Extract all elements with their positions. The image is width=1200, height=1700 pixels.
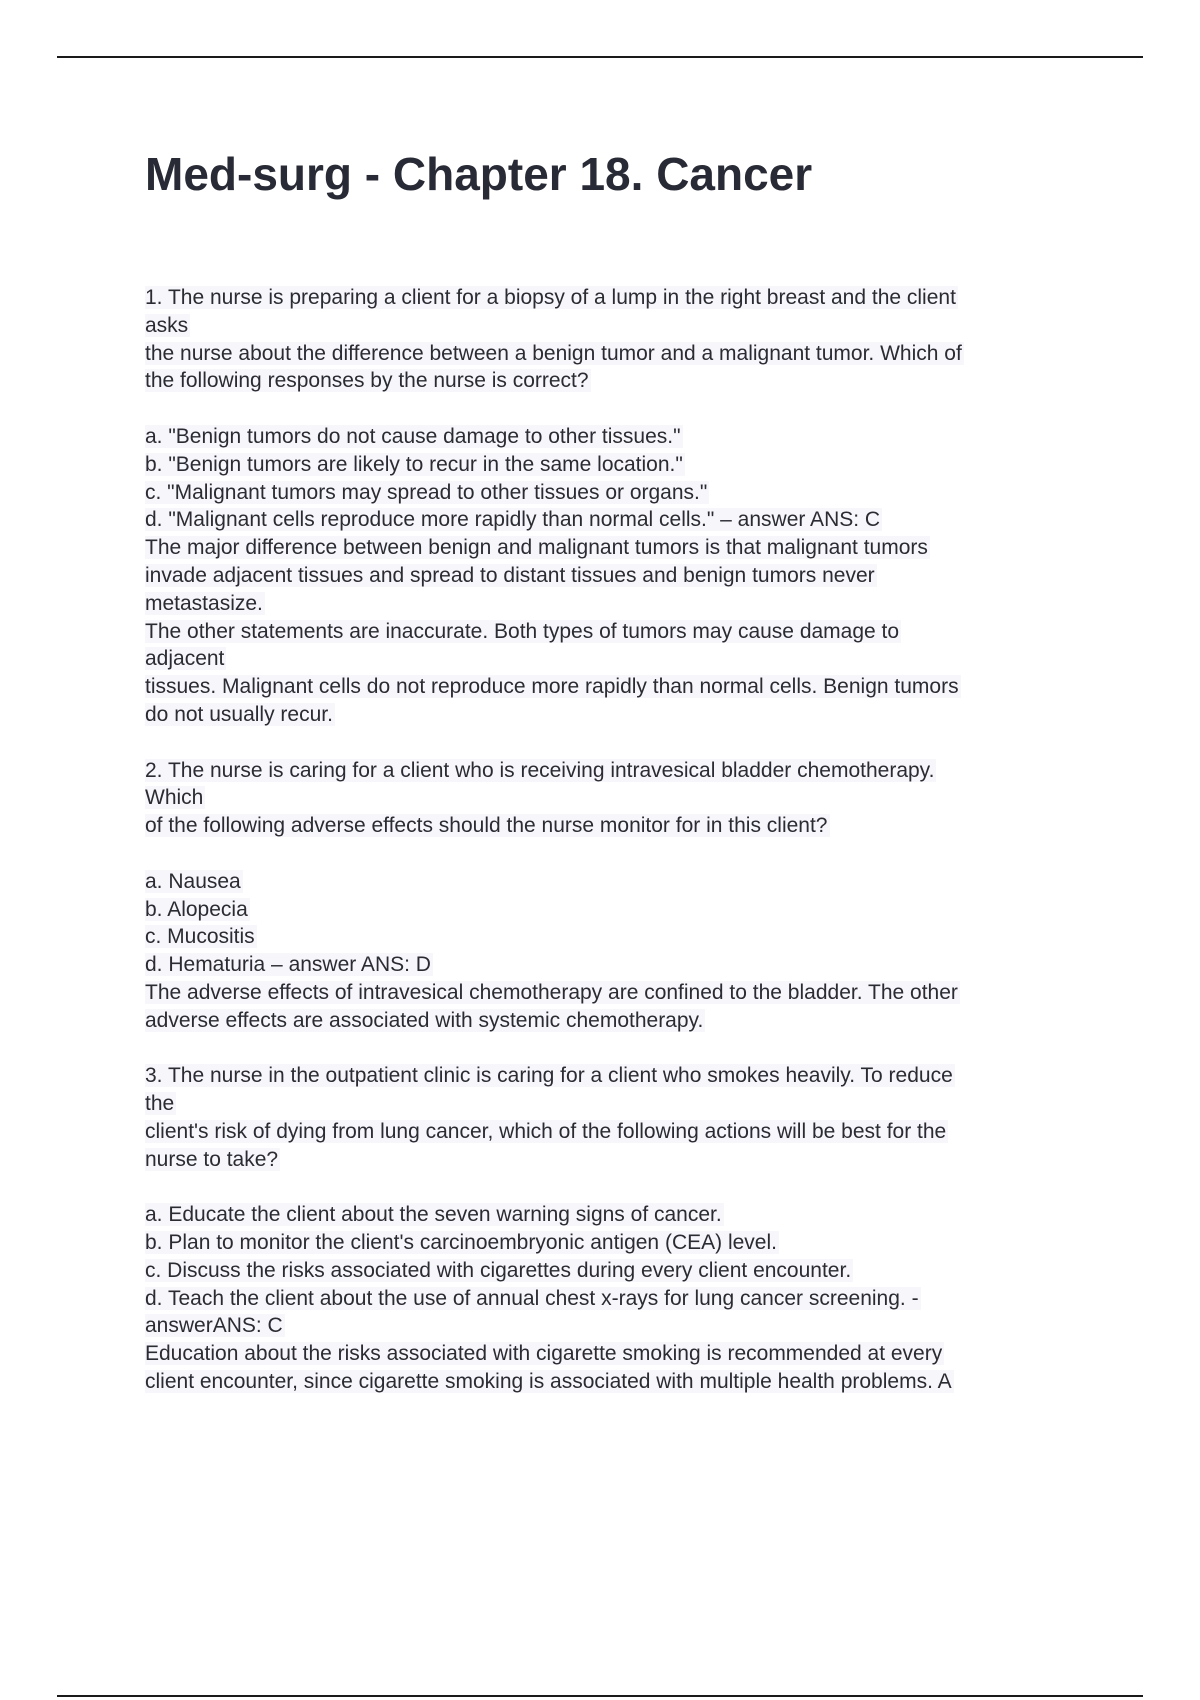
text-line — [145, 590, 1090, 618]
page-title: Med-surg - Chapter 18. Cancer — [145, 148, 813, 200]
text-line — [145, 757, 1090, 785]
text-line-content: a. Nausea — [145, 869, 241, 893]
paragraph-gap — [145, 395, 1090, 423]
text-line-content: a. "Benign tumors do not cause damage to other tissues." — [145, 424, 681, 448]
text-line — [145, 1062, 1090, 1090]
text-line — [145, 1285, 1090, 1313]
text-line — [145, 312, 1090, 340]
text-line-content: nurse to take? — [145, 1147, 279, 1171]
text-line-content: d. "Malignant cells reproduce more rapidly than normal cells." – answer ANS: C — [145, 508, 881, 532]
text-line-content: b. "Benign tumors are likely to recur in the same location." — [145, 452, 683, 476]
text-line-content: the following responses by the nurse is correct? — [145, 369, 589, 393]
text-line-content: c. Mucositis — [145, 925, 255, 949]
text-line — [145, 562, 1090, 590]
text-line-content: Education about the risks associated with cigarette smoking is recommended at every — [145, 1342, 943, 1366]
text-line — [145, 645, 1090, 673]
text-line-content: The major difference between benign and malignant tumors is that malignant tumors — [145, 536, 928, 560]
text-line-content: c. "Malignant tumors may spread to other tissues or organs." — [145, 480, 708, 504]
text-line — [145, 1340, 1090, 1368]
text-line — [145, 423, 1090, 451]
text-line — [145, 701, 1090, 729]
text-line-content: tissues. Malignant cells do not reproduce more rapidly than normal cells. Benign tumors — [145, 675, 959, 699]
text-line-content: 3. The nurse in the outpatient clinic is caring for a client who smokes heavily. To reduce — [145, 1064, 953, 1088]
text-line — [145, 1257, 1090, 1285]
paragraph-gap — [145, 840, 1090, 868]
text-line-content: adverse effects are associated with systemic chemotherapy. — [145, 1008, 704, 1032]
text-line — [145, 506, 1090, 534]
text-line — [145, 1201, 1090, 1229]
text-line-content: answerANS: C — [145, 1314, 283, 1338]
text-line — [145, 951, 1090, 979]
paragraph-gap — [145, 729, 1090, 757]
text-line-content: d. Hematuria – answer ANS: D — [145, 953, 431, 977]
text-line — [145, 1146, 1090, 1174]
text-line-content: Which — [145, 786, 204, 810]
text-line-content: the nurse about the difference between a benign tumor and a malignant tumor. Which of — [145, 341, 962, 365]
text-line — [145, 451, 1090, 479]
text-line — [145, 673, 1090, 701]
text-line-content: d. Teach the client about the use of annual chest x-rays for lung cancer screening. - — [145, 1286, 919, 1310]
text-line — [145, 340, 1090, 368]
text-line-content: asks — [145, 313, 189, 337]
text-line — [145, 618, 1090, 646]
text-line-content: client's risk of dying from lung cancer, which of the following actions will be best for the — [145, 1119, 947, 1143]
text-line — [145, 812, 1090, 840]
text-line — [145, 979, 1090, 1007]
bottom-rule — [57, 1695, 1143, 1697]
paragraph-gap — [145, 1174, 1090, 1202]
text-line-content: client encounter, since cigarette smoking is associated with multiple health problems. A — [145, 1370, 952, 1394]
text-line-content: b. Alopecia — [145, 897, 248, 921]
text-line-content: metastasize. — [145, 591, 263, 615]
text-line — [145, 1118, 1090, 1146]
top-rule — [57, 56, 1143, 58]
text-line-content: adjacent — [145, 647, 225, 671]
text-line-content: 1. The nurse is preparing a client for a biopsy of a lump in the right breast and the client — [145, 286, 956, 309]
text-line — [145, 1312, 1090, 1340]
text-line-content: c. Discuss the risks associated with cigarettes during every client encounter. — [145, 1258, 852, 1282]
text-line — [145, 896, 1090, 924]
paragraph-gap — [145, 1035, 1090, 1063]
text-line — [145, 1229, 1090, 1257]
text-line-content: invade adjacent tissues and spread to distant tissues and benign tumors never — [145, 563, 875, 587]
text-line-content: do not usually recur. — [145, 702, 333, 726]
text-line — [145, 923, 1090, 951]
text-line-content: a. Educate the client about the seven warning signs of cancer. — [145, 1203, 722, 1227]
text-line-content: the — [145, 1092, 175, 1116]
text-line — [145, 1090, 1090, 1118]
text-line — [145, 784, 1090, 812]
text-line — [145, 284, 1090, 312]
text-line — [145, 1368, 1090, 1396]
document-body — [145, 284, 1090, 1396]
text-line — [145, 1007, 1090, 1035]
text-line — [145, 534, 1090, 562]
text-line-content: The adverse effects of intravesical chemotherapy are confined to the bladder. The other — [145, 980, 958, 1004]
text-line-content: The other statements are inaccurate. Both types of tumors may cause damage to — [145, 619, 900, 643]
text-line-content: b. Plan to monitor the client's carcinoembryonic antigen (CEA) level. — [145, 1231, 777, 1255]
text-line-content: 2. The nurse is caring for a client who is receiving intravesical bladder chemotherapy. — [145, 758, 935, 782]
text-line — [145, 479, 1090, 507]
text-line — [145, 868, 1090, 896]
text-line-content: of the following adverse effects should the nurse monitor for in this client? — [145, 814, 828, 838]
text-line — [145, 367, 1090, 395]
